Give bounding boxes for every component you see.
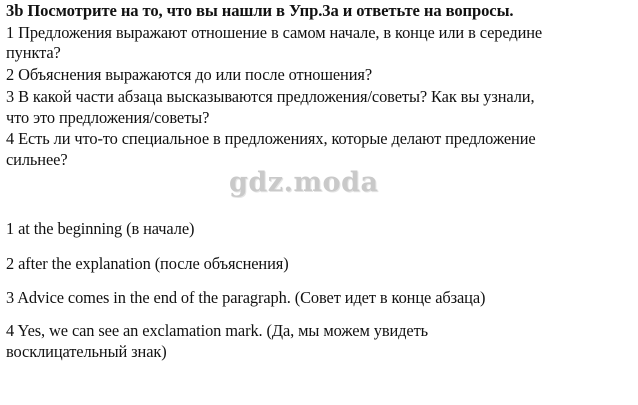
exercise-heading: 3b Посмотрите на то, что вы нашли в Упр.3а и ответьте на вопросы.	[6, 1, 514, 20]
question-3-line-1: 3 В какой части абзаца высказываются предложения/советы? Как вы узнали,	[6, 87, 535, 106]
answer-4-line-1: 4 Yes, we can see an exclamation mark. (Да, мы можем увидеть	[6, 321, 429, 340]
question-3-line-2: что это предложения/советы?	[6, 108, 210, 127]
question-2-line-1: 2 Объяснения выражаются до или после отношения?	[6, 65, 373, 84]
question-4-line-1: 4 Есть ли что-то специальное в предложениях, которые делают предложение	[6, 129, 536, 148]
question-4-line-2: сильнее?	[6, 150, 68, 169]
answer-1-line-1: 1 at the beginning (в начале)	[6, 219, 195, 238]
answer-2-line-1: 2 after the explanation (после объяснения)	[6, 254, 289, 273]
answer-4-line-2: восклицательный знак)	[6, 342, 167, 361]
answer-3-line-1: 3 Advice comes in the end of the paragraph. (Совет идет в конце абзаца)	[6, 288, 486, 307]
question-1-line-1: 1 Предложения выражают отношение в самом начале, в конце или в середине	[6, 23, 543, 42]
watermark-text: gdz.moda	[229, 167, 379, 198]
question-1-line-2: пункта?	[6, 43, 61, 62]
